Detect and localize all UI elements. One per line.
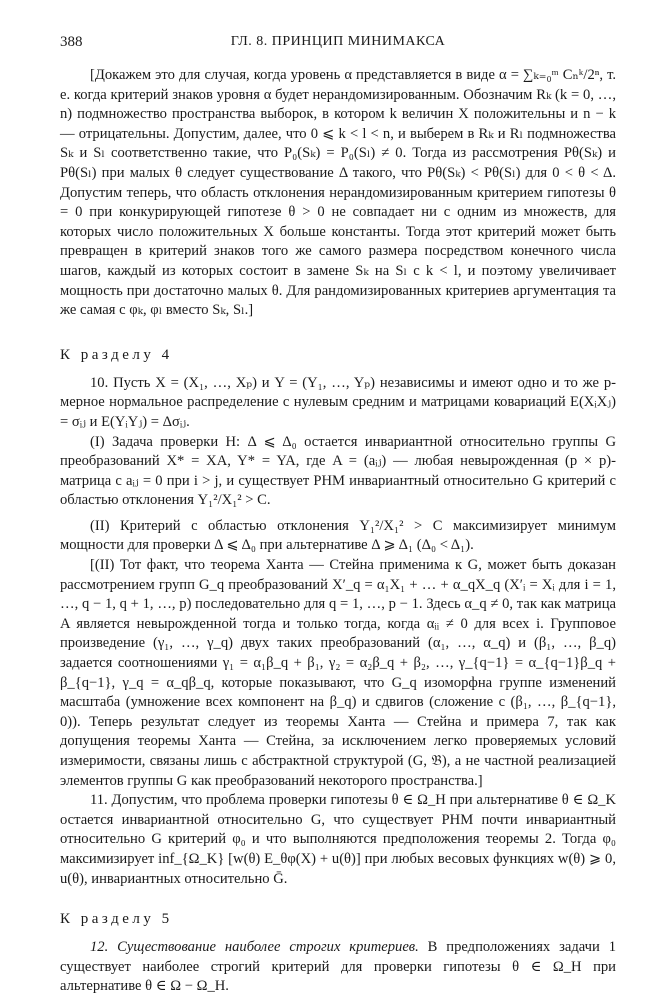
problem-10-part-1: (I) Задача проверки H: Δ ⩽ Δ₀ остается инвариантной относительно группы G преобразований X* = XA, Y* = YA, где A = (aᵢⱼ) — любая невырожденная (p × p)-матрица с aᵢⱼ = 0 при i > j, и существует РНМ инвариантный относительно G критерий с областью отклонения Y₁²/X₁² > C. [60, 433, 616, 509]
problem-12 [60, 938, 616, 997]
running-title: ГЛ. 8. ПРИНЦИП МИНИМАКСА [230, 34, 446, 49]
problem-12-text: В предположениях задачи 1 существует наиболее строгий критерий для проверки гипотезы θ ∈ Ω_H при альтернативе θ ∈ Ω − Ω_H. [60, 939, 616, 995]
page-body [60, 66, 616, 997]
problem-10-proof: [(II) Тот факт, что теорема Ханта — Стейна применима к G, может быть доказан рассмотрением групп G_q преобразований X′_q = α₁X₁ + … + α_qX_q (X′ᵢ = Xᵢ для i = 1, …, q − 1, q + 1, …, p) последовательно для q = 1, …, p − 1. Здесь α_q ≠ 0, так как матрица A является невырожденной тогда и только тогда, когда αᵢᵢ ≠ 0 для всех i. Групповое произведение (γ₁, …, γ_q) двух таких преобразований (α₁, …, α_q) и (β₁, …, β_q) задается соотношениями γ₁ = α₁β_q + β₁, γ₂ = α₂β_q + β₂, …, γ_{q−1} = α_{q−1}β_q + β_{q−1}, γ_q = α_qβ_q, которые показывают, что G_q изоморфна группе изменений масштаба (умножение всех компонент на β_q) и сдвигов (сложение с (β₁, …, β_{q−1}, 0)). Теперь результат следует из теоремы Ханта — Стейна и примера 7, так как допущения теоремы Ханта — Стейна, за исключением легко проверяемых условий измеримости, связаны лишь с абстрактной структурой (G, 𝔅), а не частной реализацией элементов группы G как преобразований некоторого пространства.] [60, 557, 616, 789]
problem-12-title: 12. Существование наиболее строгих критериев. [90, 939, 419, 956]
section-heading-5: К разделу 5 [60, 911, 173, 928]
proof-paragraph: [Докажем это для случая, когда уровень α представляется в виде α = ∑ₖ₌₀ᵐ Cₙᵏ/2ⁿ, т. е. когда критерий знаков уровня α будет нерандомизированным. Обозначим Rₖ (k = 0, …, n) подмножество пространства выборок, в котором k величин X положительны и n − k — отрицательны. Допустим, далее, что 0 ⩽ k < l < n, и выберем в Rₖ и Rₗ подмножества Sₖ и Sₗ соответственно такие, что P₀(Sₖ) = P₀(Sₗ) ≠ 0. Тогда из рассмотрения Pθ(Sₖ) и Pθ(Sₗ) при малых θ следует существование Δ такого, что Pθ(Sₖ) < Pθ(Sₗ) для 0 < θ < Δ. Допустим теперь, что область отклонения нерандомизированным критерием гипотезы θ = 0 при конкурирующей гипотезе θ > 0 не совпадает ни с одним из множеств, для которых число положительных X больше константы. Тогда этот критерий может быть превращен в критерий знаков того же самого размера посредством конечного числа шагов, каждый из которых состоит в замене Sₖ на Sₗ с k < l, и поэтому увеличивает мощность при достаточно малых θ. Для рандомизированных критериев аргументация та же самая с φₖ, φₗ вместо Sₖ, Sₗ.] [60, 67, 616, 319]
problem-10-part-2: (II) Критерий с областью отклонения Y₁²/X₁² > C максимизирует минимум мощности для проверки Δ ⩽ Δ₀ при альтернативе Δ ⩾ Δ₁ (Δ₀ < Δ₁). [60, 517, 616, 554]
problem-11: 11. Допустим, что проблема проверки гипотезы θ ∈ Ω_H при альтернативе θ ∈ Ω_K остается инвариантной относительно G, что существует РНМ почти инвариантный относительно G критерий φ₀ и что выполняются предположения теоремы 2. Тогда φ₀ максимизирует inf_{Ω_K} [w(θ) E_θφ(X) + u(θ)] при любых весовых функциях w(θ) ⩾ 0, u(θ), инвариантных относительно Ḡ. [60, 792, 616, 887]
problem-10: 10. Пусть X = (X₁, …, Xₚ) и Y = (Y₁, …, Yₚ) независимы и имеют одно и то же p-мерное нормальное распределение с нулевым средним и матрицами ковариаций E(XᵢXⱼ) = σᵢⱼ и E(YᵢYⱼ) = Δσᵢⱼ. [60, 374, 616, 430]
page-header [60, 34, 616, 56]
section-heading-4: К разделу 4 [60, 346, 173, 363]
page-number: 388 [60, 34, 83, 50]
